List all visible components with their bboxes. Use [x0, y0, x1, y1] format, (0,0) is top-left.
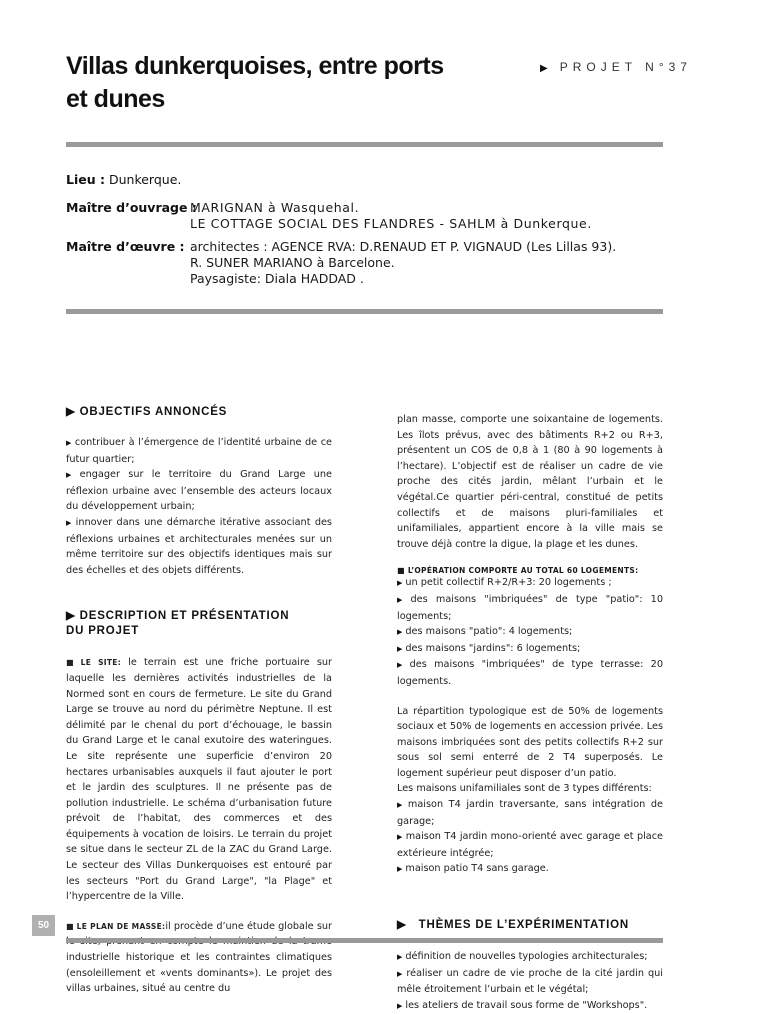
top-divider: [66, 142, 663, 147]
triangle-icon: ▶: [397, 969, 404, 978]
description-heading: ▶ DESCRIPTION ET PRÉSENTATION DU PROJET: [66, 610, 290, 638]
objectifs-list: [66, 435, 332, 578]
triangle-icon: ▶: [397, 833, 403, 842]
project-number-label: PROJET N°37: [559, 60, 692, 74]
list-item: ▶ des maisons "imbriquées" de type "patio": 10 logements;: [397, 593, 663, 622]
list-item: ▶ maison T4 jardin traversante, sans intégration de garage;: [397, 799, 663, 827]
site-paragraph: ■ LE SITE: le terrain est une friche portuaire sur laquelle les dernières activités industrielles de la Normed sont en cours de fermeture. Le site du Grand Large se trouve au nord du périmètre Neptune. Il est délimité par le chenal du port d’échouage, le bassin du Grand Large et le canal exutoire des wateringues. Le site représente une superficie d’environ 20 hectares urbanisables auxquels il faut ajouter le port et le jardin des sculptures. Il ne présente pas de pollution industrielle. Le schéma d’urbanisation future prévoit de l’habitat, des commerces et des équipements à vocation de loisirs. Le terrain du projet se situe dans le secteur ZL de la ZAC du Grand Large. Le secteur des Villas Dunkerquoises est entouré par les secteurs "Port du Grand Large", "la Plage" et l’hypercentre de la Ville.: [66, 657, 332, 903]
lieu-value: Dunkerque.: [108, 172, 182, 187]
list-item: ▶ contribuer à l’émergence de l’identité urbaine de ce futur quartier;: [66, 437, 333, 465]
title-line-2: et dunes: [66, 85, 165, 113]
triangle-icon: ▶: [66, 610, 80, 623]
maitre-oeuvre-line-1: architectes : AGENCE RVA: D.RENAUD ET P. VIGNAUD (Les Lillas 93).: [190, 239, 617, 254]
triangle-icon: ▶: [397, 1001, 403, 1010]
repartition-paragraph: La répartition typologique est de 50% de logements sociaux et 50% de logements en accession privée. Les maisons imbriquées sont des petits collectifs R+2 sur sous sol semi enterré de 2 T4 superposés. Le logement supérieur peut disposer d’un patio.: [397, 705, 663, 779]
list-item: ▶ des maisons "imbriquées" de type terrasse: 20 logements.: [397, 659, 663, 687]
list-item: ▶ des maisons "patio": 4 logements;: [397, 626, 573, 638]
maitre-oeuvre-line-3: Paysagiste: Diala HADDAD .: [190, 271, 364, 286]
maitre-oeuvre-label: Maître d’œuvre :: [66, 239, 185, 254]
maitre-ouvrage-value: [190, 200, 592, 232]
triangle-icon: ▶: [397, 865, 403, 874]
plan-masse-continuation: plan masse, comporte une soixantaine de logements. Les îlots prévus, avec des bâtiments R+2 ou R+3, présentent un COS de 0,8 à 1 (80 à 90 logements à l’hectare). L’objectif est de réaliser un cadre de vie proche des cités jardin, mêlant l’urbain et le végétal.Ce quartier péri-central, constitué de petits collectifs et de maisons pluri-familiales et unifamiliales, appartient encore à la ville mais se trouve déjà contre la digue, la plage et les dunes.: [397, 414, 663, 550]
triangle-icon: ▶: [66, 439, 72, 447]
list-item: ▶ les ateliers de travail sous forme de "Workshops".: [397, 999, 648, 1011]
themes-list: [397, 949, 663, 1014]
page-title: [66, 50, 466, 116]
triangle-icon: ▶: [397, 595, 408, 604]
triangle-icon: ▶: [397, 661, 407, 670]
triangle-icon: ▶: [397, 644, 403, 653]
left-column: [66, 405, 332, 997]
triangle-icon: ▶: [66, 471, 77, 480]
maitre-oeuvre-line-2: R. SUNER MARIANO à Barcelone.: [190, 255, 395, 270]
page-number: 50: [32, 915, 55, 936]
bottom-divider: [66, 938, 663, 943]
objectifs-heading: ▶ OBJECTIFS ANNONCÉS: [66, 406, 228, 418]
list-item: ▶ définition de nouvelles typologies architecturales;: [397, 951, 648, 963]
maitre-ouvrage-label: Maître d’ouvrage :: [66, 200, 197, 215]
plan-paragraph: ■ LE PLAN DE MASSE:il procède d’une étude globale sur industrielle historique et les contraintes climatiques (ensoleillement et «vents dominants»). Le projet des villas urbaines, situé au centre du: [66, 920, 332, 995]
list-item: ▶ maison patio T4 sans garage.: [397, 863, 549, 875]
triangle-icon: ▶: [66, 518, 73, 527]
operation-heading: ■ L’OPÉRATION COMPORTE AU TOTAL 60 LOGEMENTS:: [397, 566, 639, 576]
themes-heading: ▶ THÈMES DE L’EXPÉRIMENTATION: [397, 919, 629, 932]
triangle-icon: ▶: [397, 953, 403, 962]
triangle-icon: ▶: [397, 919, 419, 932]
square-bullet-icon: ■: [397, 566, 405, 576]
lieu-label: Lieu :: [66, 172, 105, 187]
triangle-icon: ▶: [397, 628, 403, 637]
square-bullet-icon: ■: [66, 658, 78, 668]
triangle-icon: ▶: [397, 801, 405, 810]
list-item: ▶ maison T4 jardin mono-orienté avec garage et place extérieure intégrée;: [397, 831, 664, 859]
list-item: ▶ des maisons "jardins": 6 logements;: [397, 642, 581, 654]
triangle-icon: ▶: [66, 406, 80, 418]
types-intro: Les maisons unifamiliales sont de 3 types différents:: [397, 783, 652, 795]
types-list: [397, 797, 663, 878]
project-number: [540, 60, 692, 74]
title-line-1: Villas dunkerquoises, entre ports: [66, 52, 444, 80]
middle-divider: [66, 309, 663, 314]
list-item: ▶ un petit collectif R+2/R+3: 20 logements ;: [397, 577, 612, 589]
operation-list: [397, 575, 663, 689]
right-column: [397, 412, 663, 1014]
list-item: ▶ réaliser un cadre de vie proche de la cité jardin qui mêle étroitement l’urbain et le végétal;: [397, 967, 663, 996]
lieu-row: [66, 172, 181, 188]
list-item: ▶ innover dans une démarche itérative associant des réflexions urbaines et architecturales menées sur un même territoire sur des objectifs identiques mais sur des échelles et des objets différents.: [66, 516, 332, 576]
list-item: ▶ engager sur le territoire du Grand Large une réflexion urbaine avec l’ensemble des acteurs locaux du développement urbain;: [66, 469, 333, 513]
square-bullet-icon: ■: [66, 921, 74, 931]
maitre-ouvrage-line-2: LE COTTAGE SOCIAL DES FLANDRES - SAHLM à Dunkerque.: [190, 216, 592, 231]
maitre-ouvrage-line-1: MARIGNAN à Wasquehal.: [190, 200, 360, 215]
triangle-icon: ▶: [540, 63, 548, 74]
maitre-oeuvre-value: [190, 239, 616, 287]
triangle-icon: ▶: [397, 579, 403, 588]
